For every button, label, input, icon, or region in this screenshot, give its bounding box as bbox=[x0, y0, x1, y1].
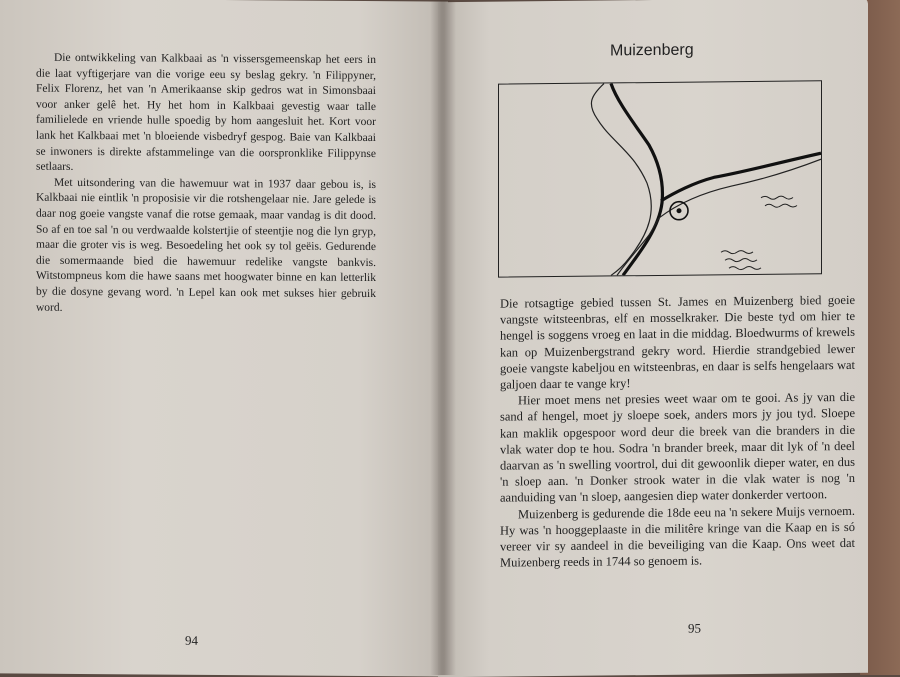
map-main-road bbox=[611, 83, 662, 276]
map-wave-mark bbox=[765, 204, 797, 207]
muizenberg-map bbox=[498, 80, 822, 277]
map-location-dot bbox=[677, 208, 682, 213]
right-page-body bbox=[500, 292, 855, 571]
right-paragraph-3: Muizenberg is gedurende die 18de eeu na 'n sekere Muijs vernoem. Hy was 'n hooggeplaaste in die militêre kringe van die Kaap en is só vereer vir sy aandeel in die beveiliging van die Kaap. Ons weet dat Muizenberg reeds in 1744 so genoem is. bbox=[500, 503, 855, 570]
map-wave-mark bbox=[729, 266, 761, 269]
left-page-number: 94 bbox=[185, 632, 198, 648]
map-wave-mark bbox=[725, 258, 757, 261]
right-paragraph-2: Hier moet mens net presies weet waar om te gooi. As jy van die sand af hengel, moet jy sloepe soek, anders mors jy jou tyd. Sloepe kan maklik opgespoor word deur die breek van die branders in die vlak water dop te hou. Sodra 'n brander breek, maar dit lyk of 'n deel daarvan as 'n swelling voortrol, dui dit gewoonlik dieper water, en dus 'n sloep aan. 'n Donker strook water in die vlak water is nog 'n aanduiding van 'n sloep, aangesien diep water donkerder vertoon. bbox=[500, 390, 855, 506]
left-page-body bbox=[36, 51, 376, 318]
left-page bbox=[0, 0, 448, 677]
right-paragraph-1: Die rotsagtige gebied tussen St. James en Muizenberg bied goeie vangste witsteenbras, elf en mosselkraker. Die beste tyd om hier te hengel is soggens vroeg en laat in die middag. Bloedwurms of krewels kan op Muizenbergstrand gekry word. Hierdie strandgebied lewer goeie vangste kabeljou en witsteenbras, en daar is selfs hengelaars wat galjoen daar te vange kry! bbox=[500, 292, 855, 392]
right-page-number: 95 bbox=[688, 620, 701, 636]
map-drawing bbox=[499, 81, 821, 276]
page-title: Muizenberg bbox=[610, 41, 694, 60]
right-page bbox=[438, 0, 868, 677]
map-wave-mark bbox=[761, 196, 793, 199]
left-paragraph-1: Die ontwikkeling van Kalkbaai as 'n vissersgemeenskap het eers in die laat vyftigerjare van die vorige eeu sy beslag gekry. 'n Filippyner, Felix Florenz, het van 'n Amerikaanse skip gedros wat in Simonsbaai voor anker gelê het. Hy het hom in Kalkbaai gevestig waar talle familielede en vriende hulle spoedig by hom aangesluit het. Kort voor lank het Kalkbaai met 'n bloeiende visbedryf gespog. Baie van Kalkbaai se inwoners is direkte afstammelinge van die oorspronklike Filippynse setlaars. bbox=[36, 51, 376, 174]
map-wave-mark bbox=[721, 250, 753, 253]
left-paragraph-2: Met uitsondering van die hawemuur wat in 1937 daar gebou is, is Kalkbaai nie eintlik 'n proposisie vir die rotshengelaar nie. Jare gelede is daar nog goeie vangste vanaf die rotse gemaak, maar vandag is dit dood. So af en toe sal 'n ou verdwaalde kolstertjie of steentjie nog die lyn gryp, maar die groter vis is weg. Besoedeling het ook sy tol geëis. Gedurende die somermaande bied die hawemuur redelike vangste bankvis. Witstompneus kom die hawe saans met hoogwater binne en kan letterlik by die dosyne gevang word. 'n Lepel kan ook met sukses hier gebruik word. bbox=[36, 176, 376, 314]
map-branch-road bbox=[661, 153, 821, 201]
